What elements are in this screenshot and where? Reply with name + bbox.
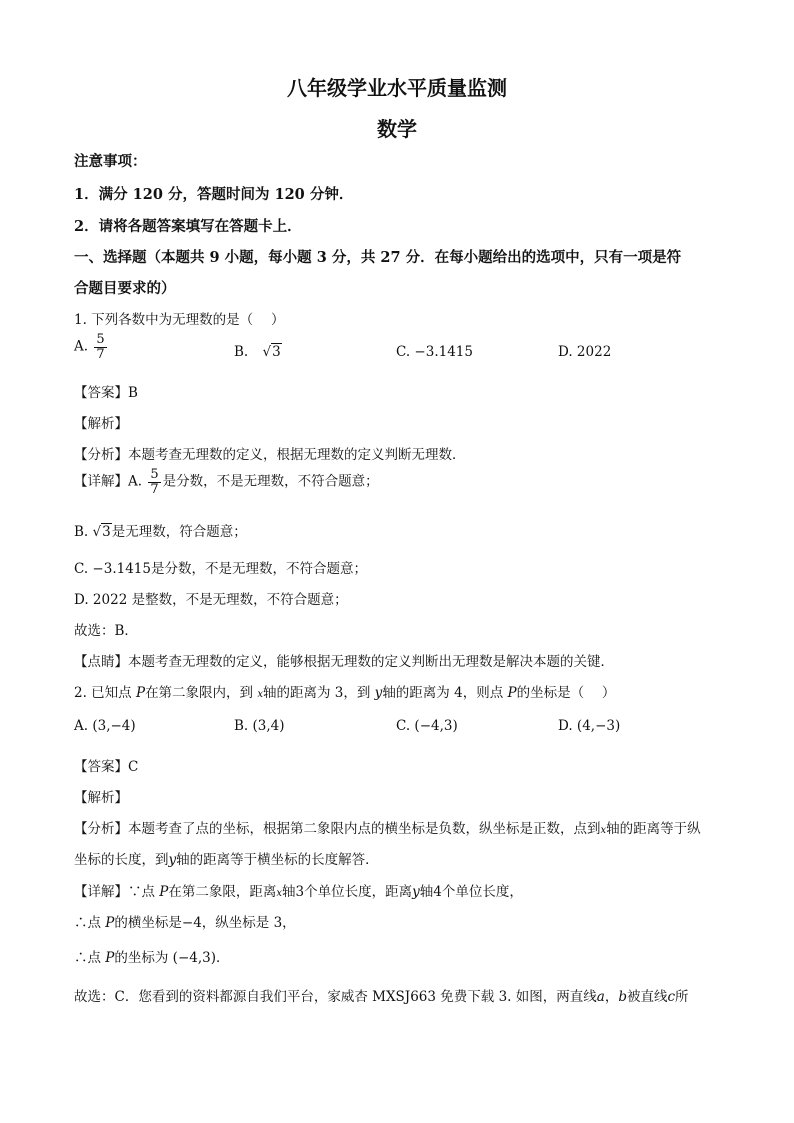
q2-answer: 【答案】C [74,759,139,775]
q2-option-a: A. (3,−4) [74,718,136,734]
q2-analysis-tag: 【解析】 [74,790,128,806]
fraction-denominator: 7 [96,346,105,362]
q1-stem: 1. 下列各数中为无理数的是（ ） [74,312,285,328]
q1-answer: 【答案】B [74,385,138,401]
q2-stem-part: 在第二象限内，到 [145,685,258,701]
var-y: y [168,852,177,868]
var-x: x [600,825,607,836]
q1-line-c: C. −3.1415是分数，不是无理数，不符合题意； [74,561,367,577]
var-a: a [596,989,605,1005]
q2-xiangjie [74,880,523,900]
q2-therefore-part: 的横坐标是−4，纵坐标是 3， [114,915,296,931]
q1-xiangjie-fraction [148,468,160,496]
section-heading-line2: 合题目要求的） [74,280,176,297]
sqrt-radicand: 3 [272,344,281,360]
notice-heading: 注意事项： [74,153,147,170]
sqrt-icon: √ [262,344,272,360]
q2-fenxi-line2 [74,848,379,868]
page-title: 八年级学业水平质量监测 [287,76,507,100]
q1-option-b-label: B. [234,344,249,360]
q2-therefore-part: ∴点 [74,915,106,931]
q1-line-b [74,520,247,540]
notice-item-1: 1．满分 120 分，答题时间为 120 分钟． [74,186,354,203]
q1-xiangjie [74,468,379,496]
sqrt-expression [263,344,282,360]
q1-option-b [234,344,282,360]
subject-title: 数学 [377,117,417,141]
q2-fenxi-line1 [74,817,701,837]
q1-fenxi: 【分析】本题考查无理数的定义，根据无理数的定义判断无理数． [74,447,466,463]
q2-stem [74,681,615,701]
q1-xiangjie-suffix: 是分数，不是无理数，不符合题意； [162,473,379,490]
footer-text: 故选：C．您看到的资料都源自我们平台，家威杏 MXSJ663 免费下载 3. 如图，两直线 [74,989,597,1005]
q2-xiangjie-part: 轴3个单位长度，距离 [282,884,413,900]
q1-choice: 故选：B． [74,623,138,639]
q1-analysis-tag: 【解析】 [74,416,128,432]
fraction-numerator: 5 [96,332,105,347]
q1-option-d: D. 2022 [558,344,612,360]
q2-stem-part: 的坐标是（ ） [516,685,616,701]
var-x: x [276,888,283,899]
var-x: x [257,689,263,700]
q2-option-c: C. (−4,3) [396,718,458,734]
var-b: b [618,989,627,1005]
var-c: c [667,989,676,1005]
q2-therefore-1 [74,911,296,931]
var-p: P [135,685,146,701]
var-p: P [105,915,115,931]
q1-option-c: C. −3.1415 [396,344,473,360]
q2-stem-part: 轴的距离为 4，则点 [382,685,508,701]
section-heading-line1: 一、选择题（本题共 9 小题，每小题 3 分，共 27 分．在每小题给出的选项中，只有一项是符 [74,249,682,266]
q1-line-b-suffix: 是无理数，符合题意； [111,524,247,540]
fraction-numerator: 5 [150,467,159,482]
var-y: y [374,685,383,701]
footer-line [74,985,689,1005]
q2-fenxi-part: 轴的距离等于纵 [606,821,701,837]
q1-option-a [74,333,109,361]
var-p: P [507,685,517,701]
q2-option-d: D. (4,−3) [558,718,621,734]
footer-text: ， [604,989,619,1005]
q2-xiangjie-part: 在第二象限，距离 [168,884,277,900]
q2-option-b: B. (3,4) [234,718,285,734]
q1-line-d: D. 2022 是整数，不是无理数，不符合题意； [74,592,348,608]
q1-xiangjie-prefix: 【详解】A. [74,473,147,490]
q1-line-b-prefix: B. [74,524,93,540]
q1-option-a-label: A. [74,338,89,355]
q1-dianjing: 【点睛】本题考查无理数的定义，能够根据无理数的定义判断出无理数是解决本题的关键． [74,654,614,670]
q2-therefore-part: ∴点 [74,950,106,966]
q1-option-a-fraction [94,333,106,361]
var-p: P [159,884,169,900]
sqrt-expression [93,524,112,540]
footer-text: 所 [675,989,689,1005]
q2-stem-part: 轴的距离为 3，到 [263,685,375,701]
q2-stem-part: 2. 已知点 [74,685,136,701]
q2-therefore-part: 的坐标为 (−4,3)． [114,950,230,966]
var-p: P [105,950,115,966]
q2-fenxi-part: 【分析】本题考查了点的坐标，根据第二象限内点的横坐标是负数，纵坐标是正数，点到 [74,821,601,837]
q2-fenxi-part: 轴的距离等于横坐标的长度解答． [176,852,379,868]
q2-xiangjie-part: 【详解】∵点 [74,884,160,900]
q2-fenxi-part: 坐标的长度，到 [74,852,169,868]
q2-xiangjie-part: 轴4个单位长度， [419,884,523,900]
fraction-denominator: 7 [150,481,159,497]
sqrt-radicand: 3 [102,524,111,540]
notice-item-2: 2．请将各题答案填写在答题卡上． [74,218,302,235]
var-y: y [412,884,420,900]
q2-therefore-2 [74,946,230,966]
sqrt-icon: √ [92,524,102,540]
footer-text: 被直线 [626,989,668,1005]
